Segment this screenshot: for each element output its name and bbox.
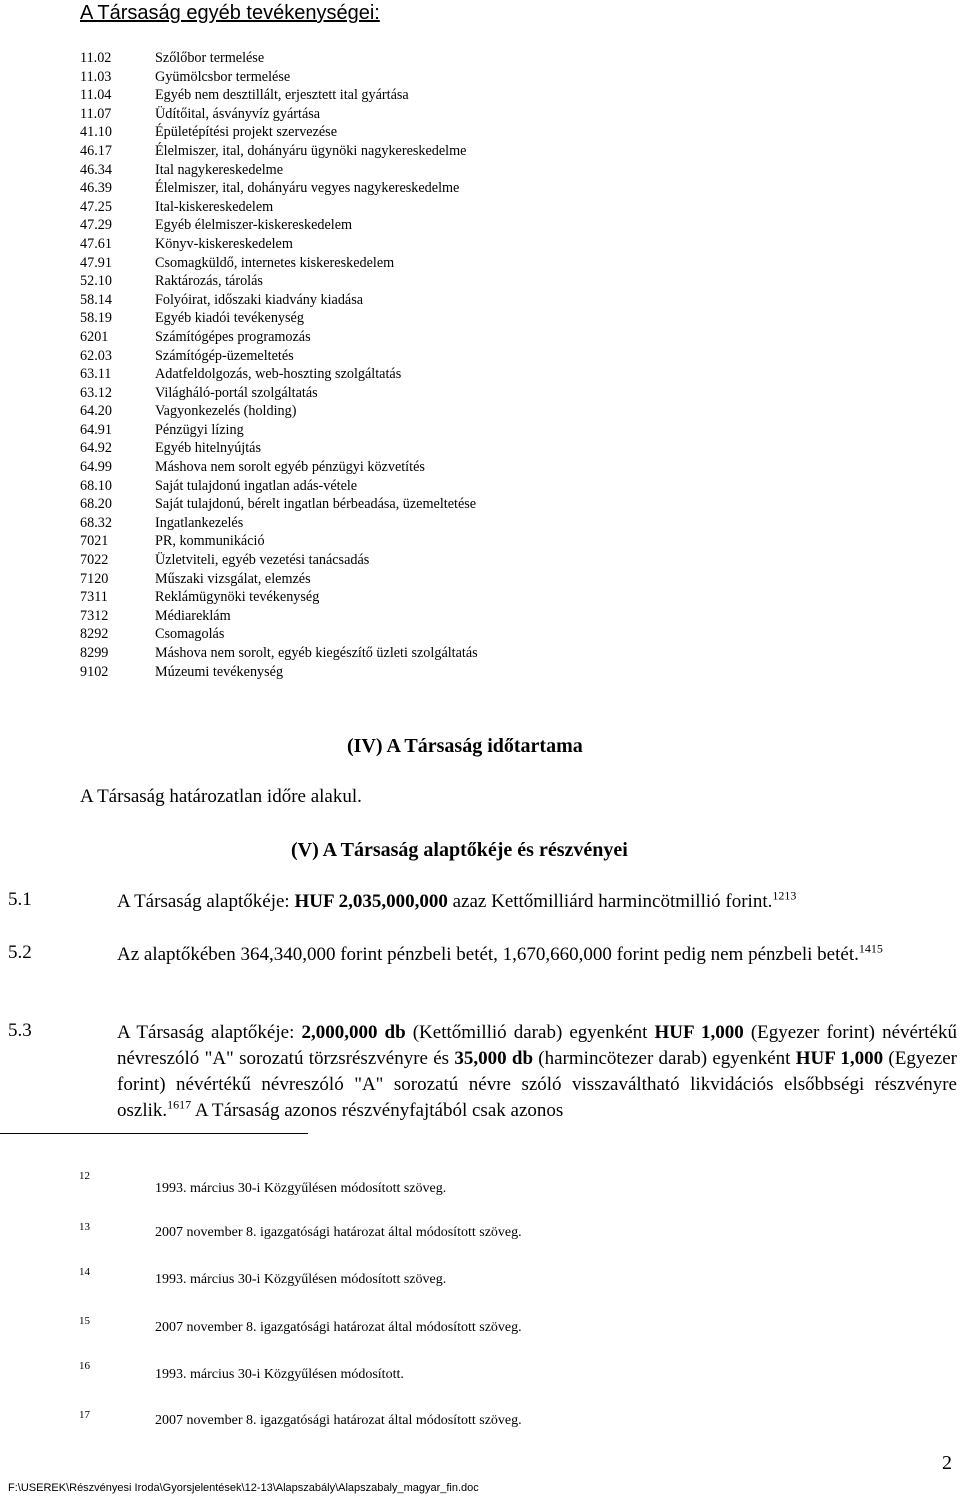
activity-code: 6201	[80, 328, 109, 345]
activity-name: Adatfeldolgozás, web-hoszting szolgáltatás	[155, 366, 402, 383]
footnote-number: 15	[79, 1315, 90, 1327]
activity-name: Pénzügyi lízing	[155, 421, 244, 438]
activity-code: 52.10	[80, 273, 112, 290]
activity-name: Üzletviteli, egyéb vezetési tanácsadás	[155, 552, 370, 569]
activity-code: 68.32	[80, 514, 112, 531]
activity-code: 46.17	[80, 142, 112, 159]
activity-name: Üdítőital, ásványvíz gyártása	[155, 105, 321, 122]
activity-code: 64.99	[80, 459, 112, 476]
activity-name: Könyv-kiskereskedelem	[155, 235, 293, 252]
activity-name: Ital-kiskereskedelem	[155, 198, 274, 215]
activity-code: 11.07	[80, 105, 112, 122]
activity-name: Műszaki vizsgálat, elemzés	[155, 570, 311, 587]
activity-name: Egyéb élelmiszer-kiskereskedelem	[155, 217, 353, 234]
p3-bold-2: HUF 1,000	[654, 1022, 744, 1043]
activity-name: Csomagolás	[155, 626, 225, 643]
activity-code: 7120	[80, 570, 109, 587]
activity-code: 7311	[80, 589, 108, 606]
activity-name: Máshova nem sorolt egyéb pénzügyi közvetítés	[155, 459, 425, 476]
activity-code: 11.04	[80, 87, 112, 104]
paragraph-5-3	[117, 1020, 957, 1124]
activity-code: 68.20	[80, 496, 112, 513]
activity-code: 11.03	[80, 68, 112, 85]
paragraph-5-3-number: 5.3	[8, 1020, 32, 1041]
paragraph-5-1	[117, 889, 957, 915]
p3-footnote-ref: 1617	[167, 1097, 192, 1112]
activity-code: 63.11	[80, 366, 112, 383]
activity-code: 9102	[80, 663, 109, 680]
p3-text-4: (harmincötezer darab) egyenként	[533, 1048, 796, 1069]
activity-code: 58.14	[80, 291, 112, 308]
p1-footnote-ref: 1213	[772, 888, 797, 903]
activity-name: Szőlőbor termelése	[155, 50, 265, 66]
activity-code: 68.10	[80, 477, 112, 494]
page-heading: A Társaság egyéb tevékenységei:	[80, 2, 380, 24]
activity-code: 46.39	[80, 180, 112, 197]
paragraph-5-2-number: 5.2	[8, 942, 32, 963]
activity-code: 63.12	[80, 384, 112, 401]
page-number: 2	[942, 1452, 952, 1474]
footnote-text: 2007 november 8. igazgatósági határozat által módosított szöveg.	[155, 1225, 522, 1240]
activity-name: Gyümölcsbor termelése	[155, 68, 291, 85]
p1-amount: HUF 2,035,000,000	[294, 891, 448, 912]
p3-text-1: A Társaság alaptőkéje:	[117, 1022, 302, 1043]
activity-name: Máshova nem sorolt, egyéb kiegészítő üzleti szolgáltatás	[155, 645, 478, 661]
activity-code: 8292	[80, 626, 109, 643]
activity-name: PR, kommunikáció	[155, 533, 265, 550]
p3-text-5: (Egyezer forint) névértékű névreszóló "A" sorozatú névre szóló visszaváltható likvidációs elsőbbségi részvényre oszlik.	[117, 1048, 957, 1121]
activity-code: 47.29	[80, 217, 112, 234]
activity-name: Saját tulajdonú, bérelt ingatlan bérbeadása, üzemeltetése	[155, 496, 477, 513]
footnote-text: 1993. március 30-i Közgyűlésen módosított.	[155, 1367, 404, 1382]
activity-name: Épületépítési projekt szervezése	[155, 124, 337, 141]
activity-code: 7021	[80, 533, 109, 550]
p3-text-6: A Társaság azonos részvényfajtából csak azonos	[191, 1100, 564, 1121]
activity-code: 47.61	[80, 235, 112, 252]
footnote-text: 1993. március 30-i Közgyűlésen módosított szöveg.	[155, 1181, 447, 1196]
activity-name: Folyóirat, időszaki kiadvány kiadása	[155, 291, 364, 308]
p3-bold-3: 35,000 db	[454, 1048, 534, 1069]
footnote-number: 14	[79, 1266, 90, 1278]
footnote-text: 2007 november 8. igazgatósági határozat által módosított szöveg.	[155, 1413, 522, 1428]
activity-code: 46.34	[80, 161, 112, 178]
activity-code: 11.02	[80, 50, 112, 66]
activity-name: Egyéb hitelnyújtás	[155, 440, 261, 457]
activity-code: 64.20	[80, 403, 112, 420]
activity-code: 7022	[80, 552, 109, 569]
footnote-text: 1993. március 30-i Közgyűlésen módosított szöveg.	[155, 1272, 447, 1287]
activity-code: 8299	[80, 645, 109, 661]
p3-text-2: (Kettőmillió darab) egyenként	[405, 1022, 655, 1043]
file-path: F:\USEREK\Részvényesi Iroda\Gyorsjelentések\12-13\Alapszabály\Alapszabaly_magyar_fin.doc	[8, 1482, 479, 1494]
activity-name: Saját tulajdonú ingatlan adás-vétele	[155, 477, 358, 494]
activity-name: Ital nagykereskedelme	[155, 161, 284, 178]
activity-code: 7312	[80, 607, 109, 624]
p3-text-3: (Egyezer forint) névértékű névreszóló "A" sorozatú törzsrészvényre és	[117, 1022, 957, 1069]
activity-code: 64.92	[80, 440, 112, 457]
activity-code: 47.91	[80, 254, 112, 271]
activity-name: Csomagküldő, internetes kiskereskedelem	[155, 254, 395, 271]
activity-name: Reklámügynöki tevékenység	[155, 589, 320, 606]
activity-code: 62.03	[80, 347, 112, 364]
activity-name: Élelmiszer, ital, dohányáru ügynöki nagykereskedelme	[155, 142, 467, 159]
section-5-title: (V) A Társaság alaptőkéje és részvényei	[291, 839, 628, 861]
activity-name: Egyéb kiadói tevékenység	[155, 310, 304, 327]
activity-code: 41.10	[80, 124, 112, 141]
footnote-number: 12	[79, 1170, 90, 1182]
paragraph-5-1-number: 5.1	[8, 889, 32, 910]
activity-name: Ingatlankezelés	[155, 514, 244, 531]
p3-bold-4: HUF 1,000	[795, 1048, 884, 1069]
section-4-title: (IV) A Társaság időtartama	[347, 735, 583, 757]
p1-text-1: A Társaság alaptőkéje:	[117, 891, 295, 912]
activity-name: Múzeumi tevékenység	[155, 663, 284, 680]
activity-code: 58.19	[80, 310, 112, 327]
activity-name: Raktározás, tárolás	[155, 273, 263, 290]
footnote-separator	[0, 1133, 308, 1134]
activity-code: 64.91	[80, 421, 112, 438]
p3-bold-1: 2,000,000 db	[301, 1022, 406, 1043]
activity-code: 47.25	[80, 198, 112, 215]
footnote-number: 13	[79, 1221, 90, 1233]
activity-name: Médiareklám	[155, 607, 231, 624]
activity-name: Számítógépes programozás	[155, 328, 311, 345]
p2-footnote-ref: 1415	[858, 941, 883, 956]
activity-name: Világháló-portál szolgáltatás	[155, 384, 318, 401]
p2-text-1: Az alaptőkében 364,340,000 forint pénzbeli betét, 1,670,660,000 forint pedig nem pénzbeli betét.	[117, 944, 859, 965]
footnote-number: 16	[79, 1360, 90, 1372]
p1-text-2: azaz Kettőmilliárd harmincötmillió forint.	[447, 891, 773, 912]
activity-name: Élelmiszer, ital, dohányáru vegyes nagykereskedelme	[155, 180, 460, 197]
activity-name: Számítógép-üzemeltetés	[155, 347, 294, 364]
activity-name: Vagyonkezelés (holding)	[155, 403, 297, 420]
paragraph-5-2	[117, 942, 957, 968]
section-4-text: A Társaság határozatlan időre alakul.	[80, 786, 362, 807]
footnote-number: 17	[79, 1409, 90, 1421]
footnote-text: 2007 november 8. igazgatósági határozat által módosított szöveg.	[155, 1320, 522, 1335]
activity-name: Egyéb nem desztillált, erjesztett ital gyártása	[155, 87, 409, 104]
